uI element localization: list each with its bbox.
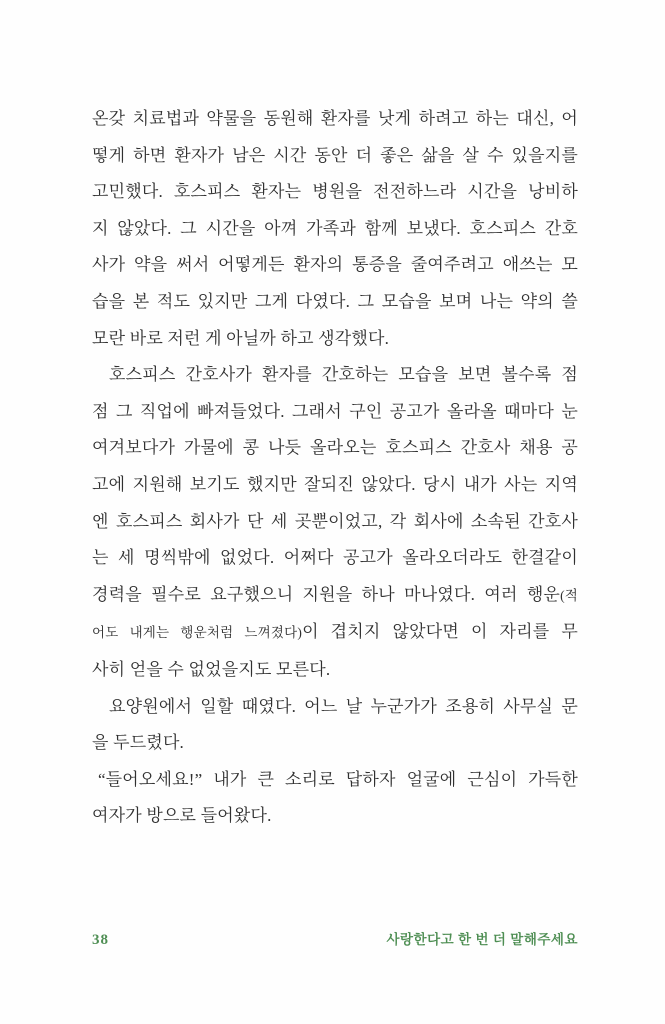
- text-line: [92, 247, 578, 284]
- text-segment: 경력을 필수로 요구했으니 지원을 하나 마나였다. 여러 행운: [92, 584, 561, 604]
- text-segment: 사가 약을 써서 어떻게든 환자의 통증을 줄여주려고 애쓰는 모: [92, 255, 578, 275]
- text-line: [92, 540, 578, 577]
- text-segment: 사히 얻을 수 없었을지도 모른다.: [92, 659, 331, 679]
- text-line: [92, 504, 578, 541]
- text-line: [92, 357, 578, 394]
- text-line: [92, 798, 578, 835]
- text-segment: “들어오세요!” 내가 큰 소리로 답하자 얼굴에 근심이 가득한: [97, 769, 578, 789]
- text-segment: 는 세 명씩밖에 없었다. 어쩌다 공고가 올라오더라도 한결같이: [92, 548, 578, 568]
- text-line: [92, 174, 578, 211]
- text-segment: 지 않았다. 그 시간을 아껴 가족과 함께 보냈다. 호스피스 간호: [92, 218, 578, 238]
- text-line: [92, 394, 578, 431]
- text-segment-small: 어도 내게는 행운처럼 느껴졌다): [92, 625, 303, 641]
- text-line: [92, 652, 578, 689]
- text-line: [92, 430, 578, 467]
- page-number: 38: [92, 932, 109, 948]
- text-segment: 여자가 방으로 들어왔다.: [92, 806, 272, 826]
- text-line: [92, 577, 578, 615]
- text-line: [92, 762, 578, 799]
- text-line: [92, 284, 578, 321]
- text-segment: 습을 본 적도 있지만 그게 다였다. 그 모습을 보며 나는 약의 쓸: [92, 291, 578, 311]
- body-text: [92, 101, 578, 835]
- text-segment: 온갖 치료법과 약물을 동원해 환자를 낫게 하려고 하는 대신, 어: [92, 109, 578, 128]
- text-segment: 을 두드렸다.: [92, 733, 185, 753]
- text-segment: 엔 호스피스 회사가 단 세 곳뿐이었고, 각 회사에 소속된 간호사: [92, 511, 578, 531]
- text-segment: 호스피스 간호사가 환자를 간호하는 모습을 보면 볼수록 점: [109, 365, 578, 385]
- text-line: [92, 725, 578, 762]
- text-segment: 떻게 하면 환자가 남은 시간 동안 더 좋은 삶을 살 수 있을지를: [92, 145, 578, 165]
- text-line: [92, 138, 578, 175]
- text-segment: 고민했다. 호스피스 환자는 병원을 전전하느라 시간을 낭비하: [92, 182, 578, 202]
- text-segment: 고에 지원해 보기도 했지만 잘되진 않았다. 당시 내가 사는 지역: [92, 474, 578, 494]
- running-title: 사랑한다고 한 번 더 말해주세요: [386, 932, 578, 947]
- text-line: [92, 467, 578, 504]
- page-footer: [92, 928, 578, 949]
- text-segment: 점 그 직업에 빠져들었다. 그래서 구인 공고가 올라올 때마다 눈: [92, 401, 578, 421]
- text-line: [92, 211, 578, 248]
- text-segment: 모란 바로 저런 게 아닐까 하고 생각했다.: [92, 328, 390, 348]
- text-segment-small: (적: [560, 587, 578, 603]
- text-line: [92, 321, 578, 358]
- text-segment: 여겨보다가 가물에 콩 나듯 올라오는 호스피스 간호사 채용 공: [92, 438, 578, 458]
- text-line: [92, 101, 578, 138]
- text-line: [92, 689, 578, 726]
- text-line: [92, 614, 578, 652]
- text-segment: 이 겹치지 않았다면 이 자리를 무: [302, 622, 578, 642]
- text-segment: 요양원에서 일할 때였다. 어느 날 누군가가 조용히 사무실 문: [109, 696, 578, 716]
